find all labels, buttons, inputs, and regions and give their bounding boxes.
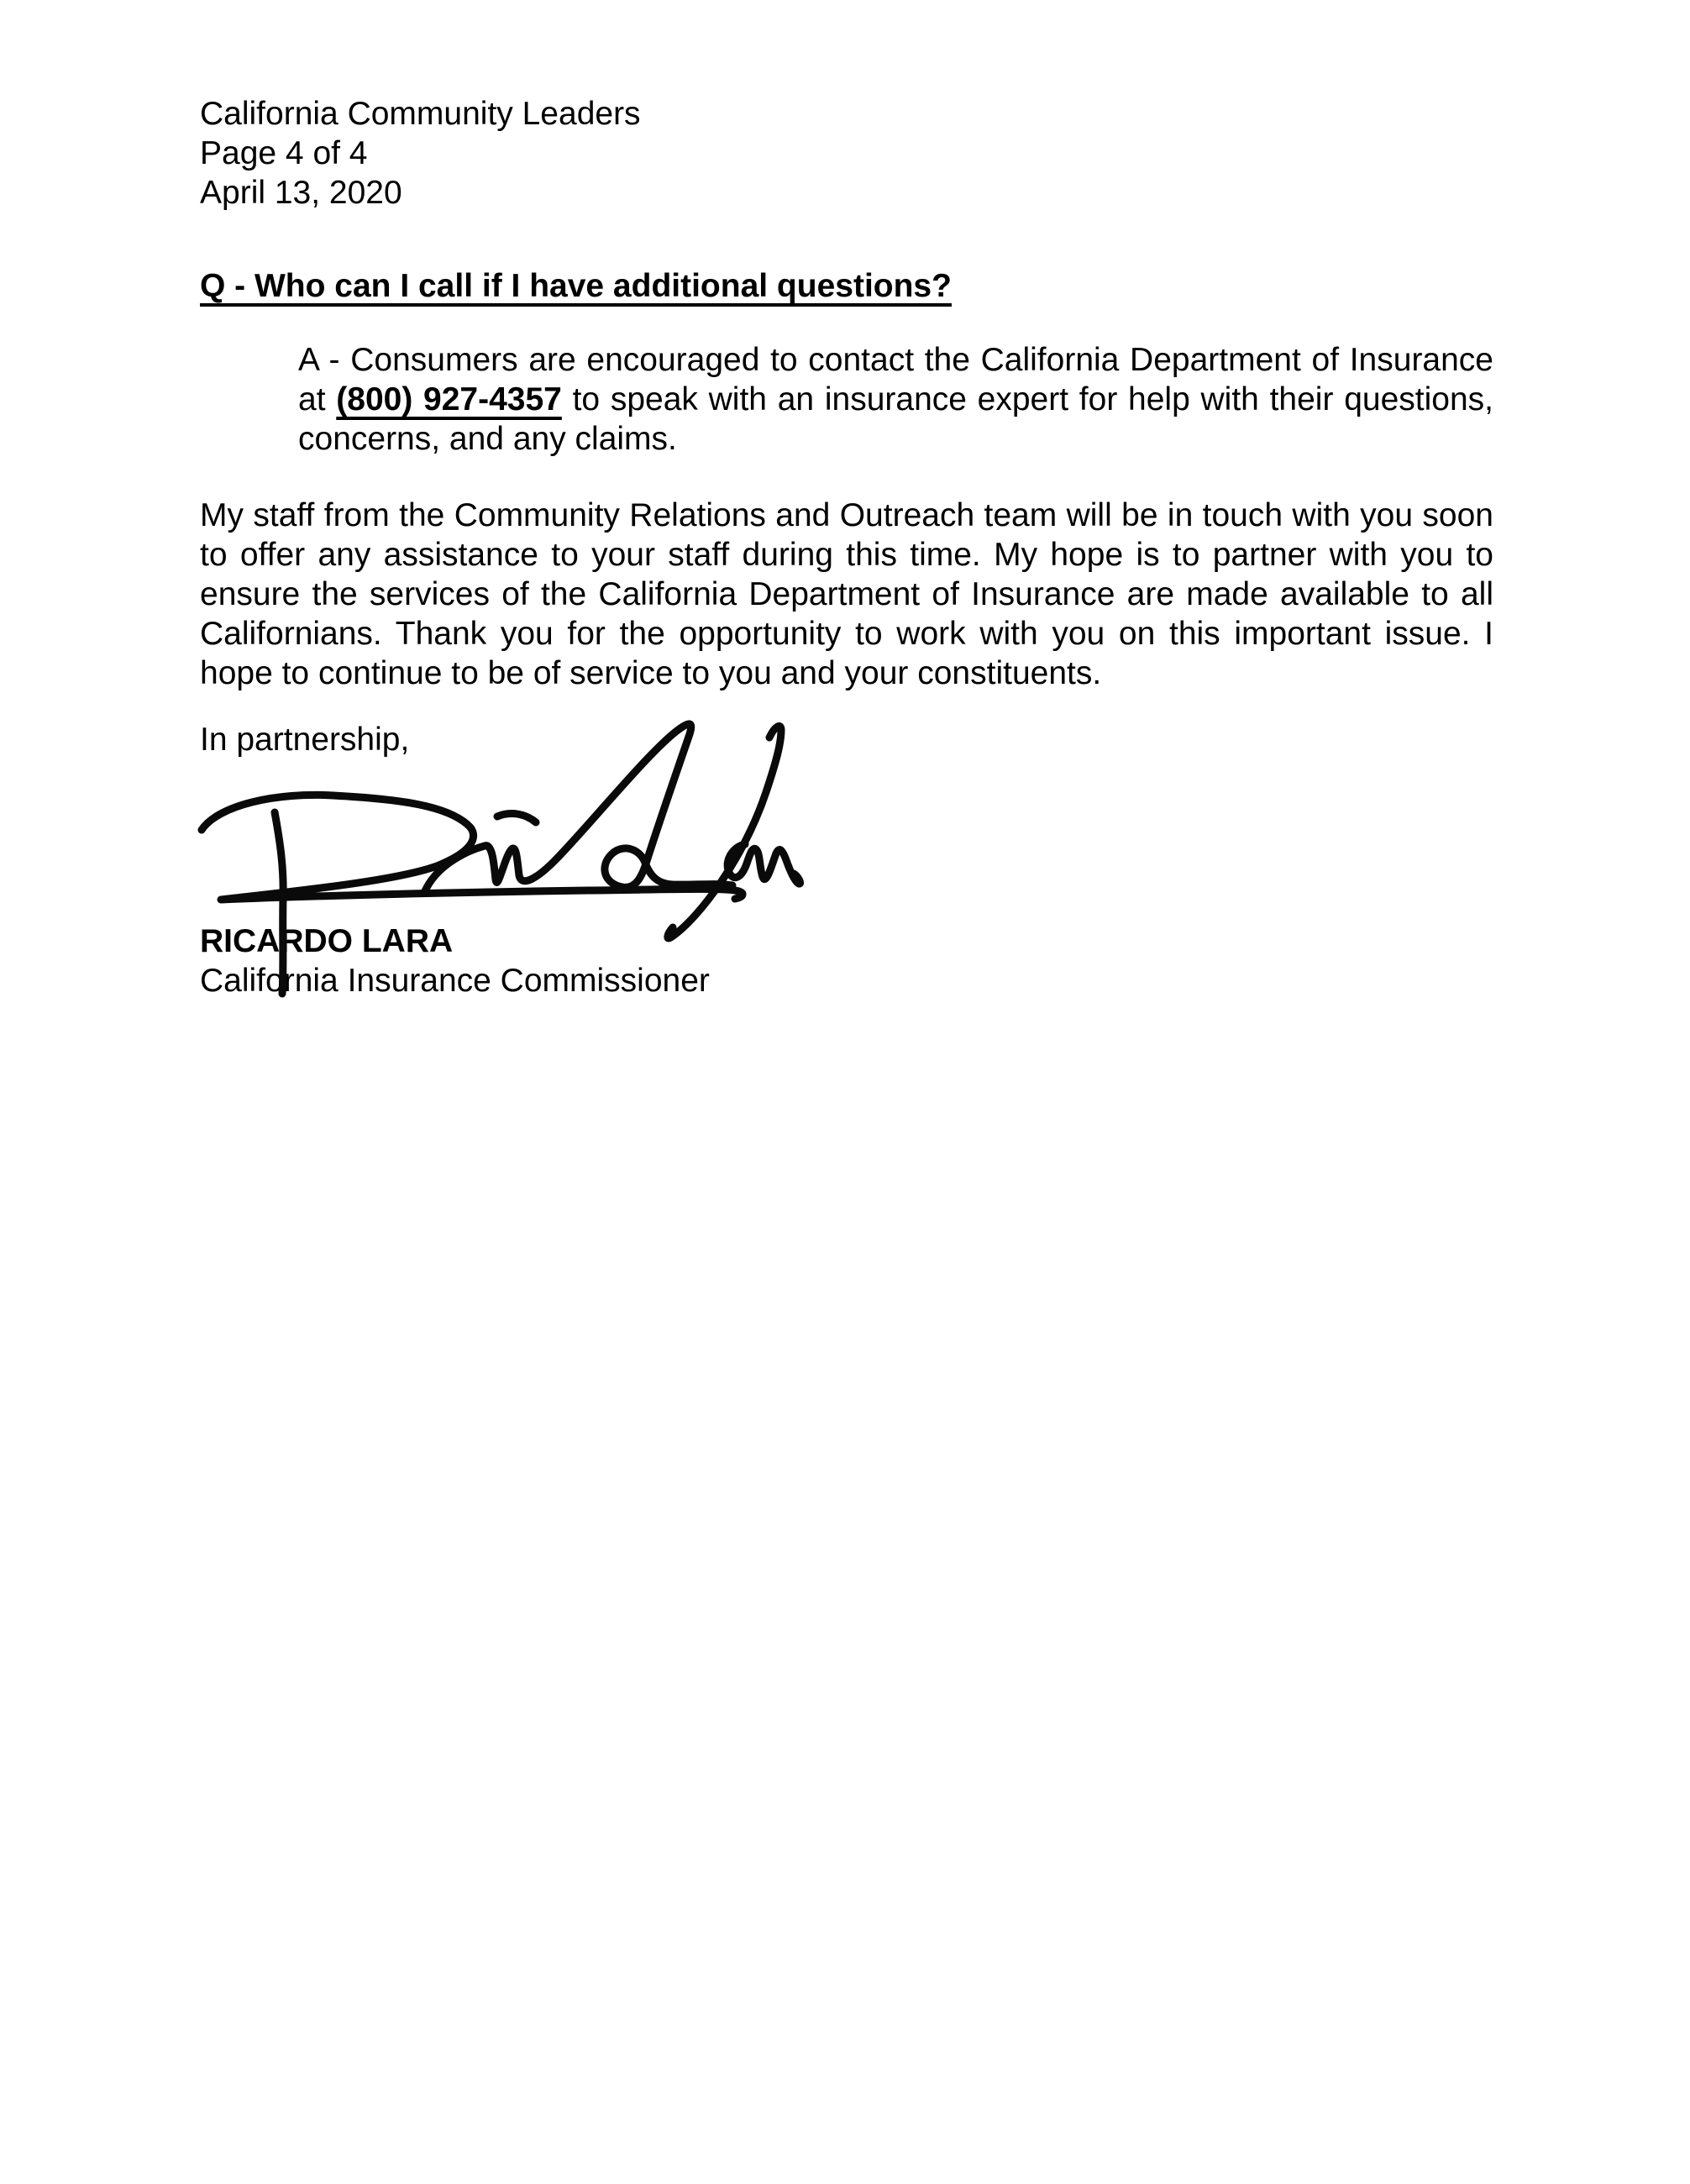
question-heading — [200, 266, 1493, 306]
question-heading-text: Q - Who can I call if I have additional questions? — [200, 268, 952, 304]
answer-text-after-phone: to speak with an insurance expert for help with their questions, concerns, and any claims. — [298, 381, 1493, 457]
signer-name: RICARDO LARA — [200, 923, 454, 959]
phone-number: (800) 927-4357 — [336, 381, 562, 417]
signature-stroke-accent-dash — [497, 813, 536, 822]
letter-header — [200, 94, 1493, 213]
signature-stroke-ending-m — [727, 844, 800, 884]
answer-text-before-phone: A - Consumers are encouraged to contact the California Department of Insurance at — [298, 342, 1493, 417]
header-recipient: California Community Leaders — [200, 96, 641, 132]
body-paragraph: My staff from the Community Relations and Outreach team will be in touch with you soon to offer any assistance to your staff during this time. My hope is to partner with you to ensure the services of the California Department of Insurance are made available to all Californians. Thank you for the opportunity to work with you on this important issue. I hope to continue to be of service to you and your constituents. — [200, 497, 1493, 691]
header-date: April 13, 2020 — [200, 175, 402, 211]
answer-paragraph — [298, 340, 1493, 459]
signature-block — [200, 759, 1493, 921]
signature-stroke-d-loop-and-tail — [202, 795, 743, 900]
letter-content — [0, 0, 1493, 1000]
valediction: In partnership, — [200, 722, 410, 758]
header-page-number: Page 4 of 4 — [200, 135, 368, 171]
signer-title: California Insurance Commissioner — [200, 963, 710, 999]
